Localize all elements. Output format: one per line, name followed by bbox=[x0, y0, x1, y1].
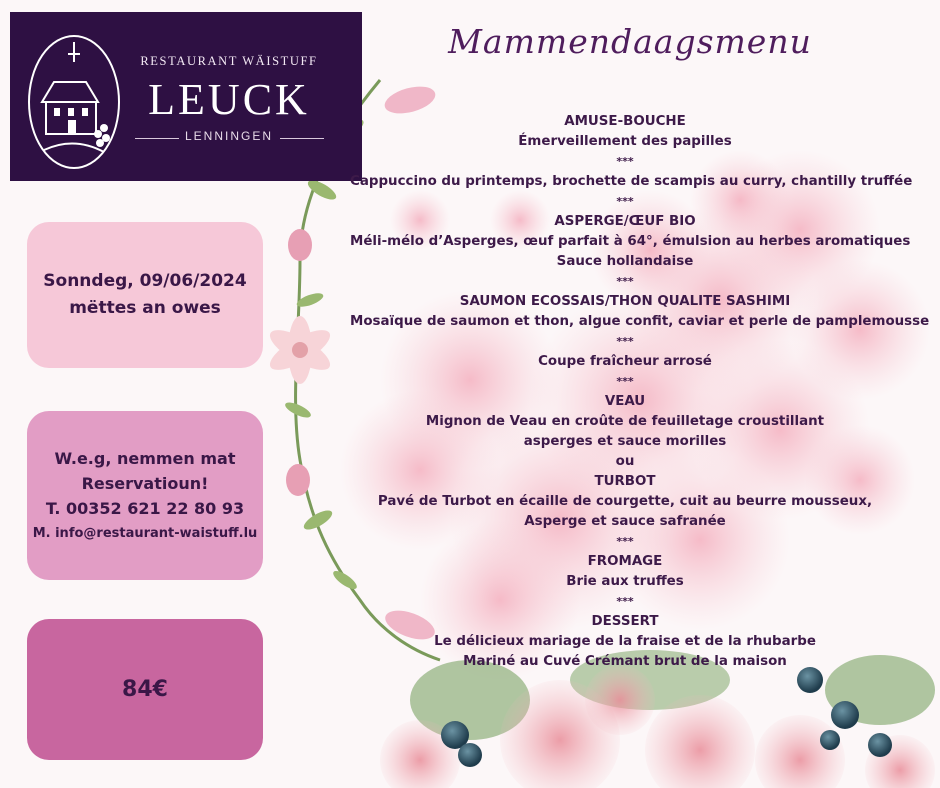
menu-dish-line: Mosaïque de saumon et thon, algue confit, caviar et perle de pamplemousse bbox=[350, 314, 930, 329]
reservation-line-2: Reservatioun! bbox=[81, 473, 209, 493]
menu-separator: *** bbox=[616, 275, 634, 288]
logo-name: LEUCK bbox=[148, 75, 310, 124]
reservation-box bbox=[27, 411, 263, 580]
menu-course-heading: FROMAGE bbox=[587, 554, 663, 569]
menu-dish-line: Mariné au Cuvé Crémant brut de la maison bbox=[463, 654, 787, 669]
menu-dish-line: ou bbox=[615, 454, 635, 469]
menu-course-heading: ASPERGE/ŒUF BIO bbox=[554, 214, 696, 229]
logo-location: LENNINGEN bbox=[184, 129, 273, 143]
logo-top-text: RESTAURANT WÄISTUFF bbox=[140, 54, 318, 68]
menu-course-heading: AMUSE-BOUCHE bbox=[564, 114, 686, 129]
menu-dish-line: Sauce hollandaise bbox=[556, 254, 694, 269]
menu-dish-line: asperges et sauce morilles bbox=[523, 434, 727, 449]
menu-dish-line: Émerveillement des papilles bbox=[518, 134, 732, 149]
menu-price: 84€ bbox=[122, 677, 168, 702]
house-emblem-icon bbox=[24, 32, 124, 172]
reservation-email: M. info@restaurant-waistuff.lu bbox=[32, 525, 258, 541]
menu-dish-line: Asperge et sauce safranée bbox=[524, 514, 726, 529]
menu-course-heading: VEAU bbox=[604, 394, 646, 409]
menu-course-heading: SAUMON ECOSSAIS/THON QUALITE SASHIMI bbox=[459, 294, 791, 309]
reservation-phone: T. 00352 621 22 80 93 bbox=[45, 498, 245, 518]
menu-dish-line: Cappuccino du printemps, brochette de scampis au curry, chantilly truffée bbox=[350, 174, 913, 189]
restaurant-logo bbox=[10, 12, 362, 181]
menu-dish-line: Le délicieux mariage de la fraise et de la rhubarbe bbox=[434, 634, 816, 649]
menu-dish-line: Brie aux truffes bbox=[566, 574, 684, 589]
price-box bbox=[27, 619, 263, 760]
menu-course-heading: TURBOT bbox=[594, 474, 656, 489]
menu-separator: *** bbox=[616, 375, 634, 388]
menu-dish-line: Mignon de Veau en croûte de feuilletage croustillant bbox=[425, 414, 825, 429]
menu-separator: *** bbox=[616, 335, 634, 348]
menu-dish-line: Pavé de Turbot en écaille de courgette, cuit au beurre mousseux, bbox=[377, 494, 873, 509]
event-date: Sonndeg, 09/06/2024 bbox=[43, 271, 247, 291]
menu-separator: *** bbox=[616, 595, 634, 608]
menu-separator: *** bbox=[616, 195, 634, 208]
menu-dish-line: Méli-mélo d’Asperges, œuf parfait à 64°, émulsion au herbes aromatiques bbox=[350, 234, 911, 249]
menu-dish-line: Coupe fraîcheur arrosé bbox=[538, 354, 712, 369]
event-time: mëttes an owes bbox=[69, 298, 221, 318]
menu-separator: *** bbox=[616, 155, 634, 168]
logo-rule-right bbox=[280, 138, 324, 139]
menu-list bbox=[350, 112, 930, 672]
menu-separator: *** bbox=[616, 535, 634, 548]
menu-course-heading: DESSERT bbox=[591, 614, 659, 629]
reservation-line-1: W.e.g, nemmen mat bbox=[54, 448, 236, 468]
date-box bbox=[27, 222, 263, 368]
menu-title: Mammendaagsmenu bbox=[448, 22, 812, 61]
